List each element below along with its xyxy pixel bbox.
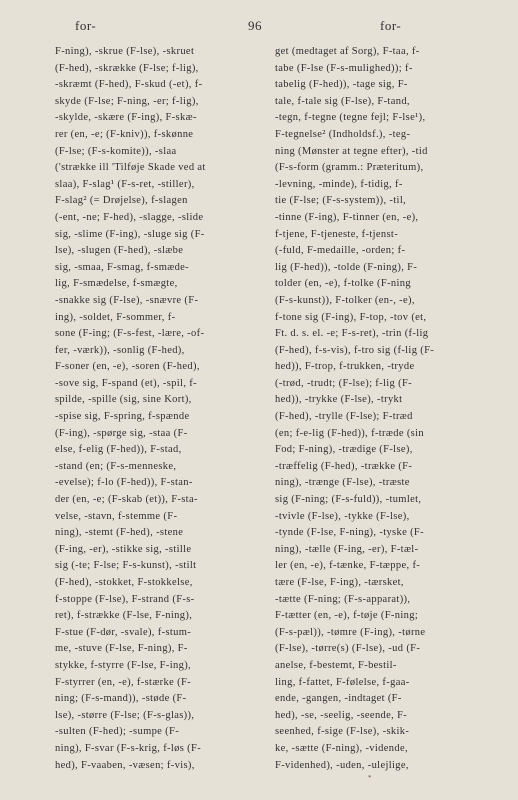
entry-line: F-tegnelse² (Indholdsf.), -teg-	[275, 128, 411, 140]
entry-line: ler (en, -e), f-tænke, F-tæppe, f-	[275, 560, 421, 572]
entry-line: anelse, f-bestemt, F-bestil-	[275, 659, 397, 671]
header-left-word: for-	[75, 18, 97, 33]
entry-line: (-trød, -trudt; (F-lse); f-lig (F-	[275, 377, 412, 389]
header-right-word: for-	[380, 18, 402, 33]
entry-line: -evelse); f-lo (F-hed)), F-stan-	[55, 477, 193, 489]
entry-line: -snakke sig (F-lse), -snævre (F-	[55, 294, 199, 306]
entry-line: lse), -slugen (F-hed), -slæbe	[55, 245, 184, 257]
entry-line: -stand (en; (F-s-menneske,	[55, 460, 177, 472]
entry-line: else, f-elig (F-hed)), F-stad,	[55, 444, 182, 456]
entry-line: -sove sig, F-spand (et), -spil, f-	[55, 377, 197, 389]
entry-line: -levning, -minde), f-tidig, f-	[275, 178, 403, 190]
entry-line: lig (F-hed)), -tolde (F-ning), F-	[275, 261, 418, 273]
entry-line: tolder (en, -e), f-tolke (F-ning	[275, 278, 411, 290]
entry-line: hed), F-vaaben, -væsen; f-vis),	[55, 759, 195, 771]
entry-line: velse, -stavn, f-stemme (F-	[55, 510, 178, 522]
entry-line: (F-ing, -er), -stikke sig, -stille	[55, 543, 192, 555]
entry-line: (F-lse; (F-s-komite)), -slaa	[55, 145, 177, 157]
entry-line: tære (F-lse, F-ing), -tærsket,	[275, 577, 404, 588]
entry-line: (-ent, -ne; F-hed), -slagge, -slide	[55, 211, 204, 223]
entry-line: slaa), F-slag¹ (F-s-ret, -stiller),	[55, 178, 195, 190]
entry-line: (F-s-pæl)), -tømre (F-ing), -tørne	[275, 626, 426, 638]
entry-line: sig (-te; F-lse; F-s-kunst), -stilt	[55, 560, 197, 572]
entry-line: (F-hed), -skrække (F-lse; f-lig),	[55, 62, 199, 74]
entry-line: sig, -slime (F-ing), -sluge sig (F-	[55, 228, 205, 240]
entry-line: tie (F-lse; (F-s-system)), -til,	[275, 195, 407, 207]
entry-line: hed), -se, -seelig, -seende, F-	[275, 709, 408, 721]
entry-line: -spise sig, F-spring, f-spænde	[55, 411, 190, 423]
entry-line: -træffelig (F-hed), -trække (F-	[275, 460, 413, 472]
entry-line: ('strække ill 'Tilføje Skade ved at	[55, 162, 206, 174]
entry-line: ning), -stemt (F-hed), -stene	[55, 527, 184, 539]
entry-line: ling, f-fattet, F-følelse, f-gaa-	[275, 676, 410, 688]
entry-line: F-slag² (= Drøjelse), f-slagen	[55, 195, 188, 207]
entry-line: -sulten (F-hed); -sumpe (F-	[55, 726, 180, 738]
footer-ornament: *	[368, 774, 372, 782]
entry-line: (F-hed), -trylle (F-lse); F-træd	[275, 411, 413, 423]
entry-line: ret), f-strække (F-lse, F-ning),	[55, 610, 193, 622]
entry-line: sone (F-ing; (F-s-fest, -lære, -of-	[55, 328, 205, 340]
entry-line: get (medtaget af Sorg), F-taa, f-	[275, 46, 420, 57]
entry-line: (en; f-e-lig (F-hed)), f-træde (sin	[275, 427, 424, 439]
entry-line: f-stoppe (F-lse), F-strand (F-s-	[55, 593, 195, 605]
entry-line: ning; (F-s-mand)), -støde (F-	[55, 693, 187, 705]
entry-line: ke, -sætte (F-ning), -vidende,	[275, 742, 408, 754]
entry-line: F-ning), -skrue (F-lse), -skruet	[55, 46, 195, 57]
entry-line: ing), -soldet, F-sommer, f-	[55, 311, 176, 323]
entry-line: F-soner (en, -e), -soren (F-hed),	[55, 361, 200, 373]
right-column	[275, 44, 483, 774]
entry-line: rer (en, -e; (F-kniv)), f-skønne	[55, 128, 194, 140]
entry-line: lig, F-smædelse, f-smægte,	[55, 278, 178, 290]
entry-line: hed)), F-trop, f-trukken, -tryde	[275, 361, 415, 373]
entry-line: ende, -gangen, -indtaget (F-	[275, 693, 402, 705]
entry-line: tale, f-tale sig (F-lse), F-tand,	[275, 95, 410, 107]
entry-line: (-fuld, F-medaille, -orden; f-	[275, 245, 406, 257]
entry-line: (F-lse), -tørre(s) (F-lse), -ud (F-	[275, 643, 421, 655]
entry-line: spilde, -spille (sig, sine Kort),	[55, 394, 192, 406]
entry-line: F-styrrer (en, -e), f-stærke (F-	[55, 676, 191, 688]
entry-line: F-tætter (en, -e), f-tøje (F-ning;	[275, 610, 419, 622]
entry-line: skyde (F-lse; F-ning, -er; f-lig),	[55, 95, 199, 107]
entry-line: hed)), -trykke (F-lse), -trykt	[275, 394, 403, 406]
entry-line: -skræmt (F-hed), F-skud (-et), f-	[55, 79, 203, 91]
entry-line: stykke, f-styrre (F-lse, F-ing),	[55, 659, 192, 671]
entry-line: fer, -værk)), -sonlig (F-hed),	[55, 344, 185, 356]
entry-line: (F-hed), f-s-vis), f-tro sig (f-lig (F-	[275, 344, 435, 356]
entry-line: F-stue (F-dør, -svale), f-stum-	[55, 626, 192, 638]
left-column	[55, 44, 263, 774]
entry-line: -tvivle (F-lse), -tykke (F-lse),	[275, 510, 410, 522]
entry-line: sig (F-ning; (F-s-fuld)), -tumlet,	[275, 494, 422, 506]
entry-line: ning), F-svar (F-s-krig, f-løs (F-	[55, 742, 202, 754]
entry-line: der (en, -e; (F-skab (et)), F-sta-	[55, 494, 198, 506]
entry-line: f-tone sig (F-ing), F-top, -tov (et,	[275, 311, 427, 323]
entry-line: ning), -trænge (F-lse), -træste	[275, 477, 410, 489]
entry-line: lse), -større (F-lse; (F-s-glas)),	[55, 709, 195, 721]
entry-line: (F-hed), -stokket, F-stokkelse,	[55, 577, 193, 588]
entry-line: -tynde (F-lse, F-ning), -tyske (F-	[275, 527, 424, 539]
entry-line: tabelig (F-hed)), -tage sig, F-	[275, 79, 408, 91]
entry-line: sig, -smaa, F-smag, f-smæde-	[55, 261, 190, 273]
entry-line: Ft. d. s. el. -e; F-s-ret), -trin (f-lig	[275, 328, 429, 340]
entry-line: -tegn, f-tegne (tegne fejl; F-lse¹),	[275, 112, 426, 124]
entry-line: (F-s-form (gramm.: Præteritum),	[275, 162, 424, 174]
entry-line: -tinne (F-ing), F-tinner (en, -e),	[275, 211, 419, 223]
entry-line: ning), -tælle (F-ing, -er), F-tæl-	[275, 543, 419, 555]
entry-line: f-tjene, F-tjeneste, f-tjenst-	[275, 228, 399, 240]
entry-line: seenhed, f-sige (F-lse), -skik-	[275, 726, 410, 738]
entry-line: (F-ing), -spørge sig, -staa (F-	[55, 427, 188, 439]
entry-line: me, -stuve (F-lse, F-ning), F-	[55, 643, 188, 655]
entry-line: -skylde, -skære (F-ing), F-skæ-	[55, 112, 197, 124]
page-number: 96	[248, 18, 262, 33]
entry-line: Fod; F-ning), -trædige (F-lse),	[275, 444, 413, 456]
entry-line: tabe (F-lse (F-s-mulighed)); f-	[275, 62, 413, 74]
entry-line: -tætte (F-ning; (F-s-apparat)),	[275, 593, 411, 605]
entry-line: (F-s-kunst)), F-tolker (en-, -e),	[275, 294, 415, 306]
entry-line: F-videnhed), -uden, -ulejlige,	[275, 759, 409, 771]
entry-line: ning (Mønster at tegne efter), -tid	[275, 145, 428, 157]
